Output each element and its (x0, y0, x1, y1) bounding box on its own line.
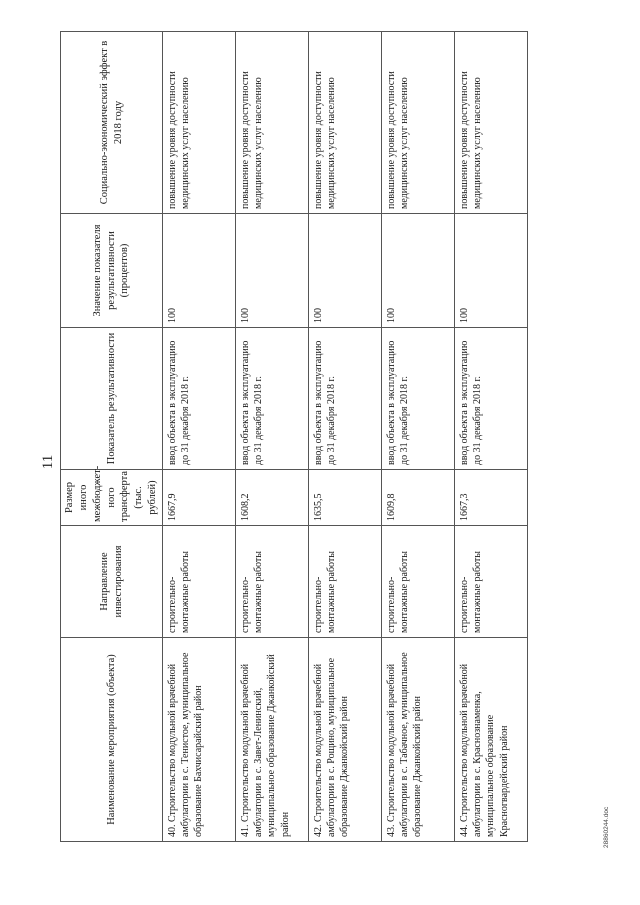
header-value: Значение показателя результативности (процентов) (61, 214, 163, 328)
table-row (163, 32, 236, 842)
table-row (309, 32, 382, 842)
cell-value: 100 (455, 214, 528, 328)
cell-direction: строительно-монтажные работы (309, 526, 382, 638)
cell-amount: 1667,3 (455, 470, 528, 526)
cell-indicator: ввод объекта в эксплуатацию до 31 декабря 2018 г. (163, 328, 236, 470)
document-footer-code: 28860244.doc (603, 806, 610, 848)
cell-amount: 1608,2 (236, 470, 309, 526)
header-indicator: Показатель результативности (61, 328, 163, 470)
cell-effect: повышение уровня доступности медицинских услуг населению (309, 32, 382, 214)
cell-indicator: ввод объекта в эксплуатацию до 31 декабря 2018 г. (236, 328, 309, 470)
cell-value: 100 (236, 214, 309, 328)
table-row (382, 32, 455, 842)
header-effect: Социально-экономический эффект в 2018 году (61, 32, 163, 214)
page-number: 11 (40, 454, 56, 470)
cell-direction: строительно-монтажные работы (382, 526, 455, 638)
header-amount: Размер иного межбюджет-ного трансферта (тыс. рублей) (61, 470, 163, 526)
cell-indicator: ввод объекта в эксплуатацию до 31 декабря 2018 г. (382, 328, 455, 470)
cell-value: 100 (163, 214, 236, 328)
cell-name: 41. Строительство модульной врачебной амбулатории в с. Завет-Ленинский, муниципальное образование Джанкойский район (236, 638, 309, 842)
cell-name: 44. Строительство модульной врачебной амбулатории в с. Краснознаменка, муниципальное образование Красногвардейский район (455, 638, 528, 842)
cell-amount: 1609,8 (382, 470, 455, 526)
cell-amount: 1635,5 (309, 470, 382, 526)
cell-value: 100 (382, 214, 455, 328)
header-name: Наименование мероприятия (объекта) (61, 638, 163, 842)
cell-name: 43. Строительство модульной врачебной амбулатории в с. Табачное, муниципальное образование Джанкойский район (382, 638, 455, 842)
cell-direction: строительно-монтажные работы (163, 526, 236, 638)
cell-value: 100 (309, 214, 382, 328)
table-row (236, 32, 309, 842)
cell-effect: повышение уровня доступности медицинских услуг населению (455, 32, 528, 214)
cell-indicator: ввод объекта в эксплуатацию до 31 декабря 2018 г. (455, 328, 528, 470)
table-row (455, 32, 528, 842)
cell-name: 40. Строительство модульной врачебной амбулатории в с. Тенистое, муниципальное образование Бахчисарайский район (163, 638, 236, 842)
investment-table (60, 31, 528, 842)
cell-amount: 1667,9 (163, 470, 236, 526)
header-direction: Направление инвестирования (61, 526, 163, 638)
cell-effect: повышение уровня доступности медицинских услуг населению (382, 32, 455, 214)
document-table-rotated (60, 32, 540, 842)
cell-direction: строительно-монтажные работы (236, 526, 309, 638)
cell-direction: строительно-монтажные работы (455, 526, 528, 638)
cell-name: 42. Строительство модульной врачебной амбулатории в с. Рощино, муниципальное образование Джанкойский район (309, 638, 382, 842)
cell-effect: повышение уровня доступности медицинских услуг населению (163, 32, 236, 214)
cell-indicator: ввод объекта в эксплуатацию до 31 декабря 2018 г. (309, 328, 382, 470)
table-header-row (61, 32, 163, 842)
cell-effect: повышение уровня доступности медицинских услуг населению (236, 32, 309, 214)
